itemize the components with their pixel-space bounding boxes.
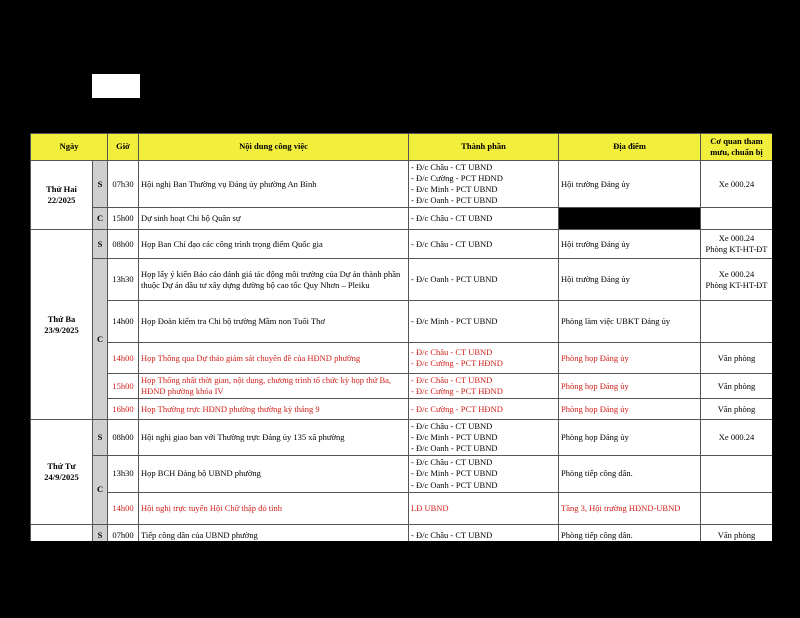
- place-cell: Phòng họp Đảng ủy: [559, 399, 701, 420]
- day-date: 23/9/2025: [44, 324, 79, 335]
- content-cell: Họp Thường trực HĐND phường thường kỳ tháng 9: [139, 399, 409, 420]
- agency-cell: [701, 208, 772, 230]
- time-cell: 15h00: [108, 208, 139, 230]
- member: - Đ/c Cường - PCT HĐND: [411, 173, 503, 184]
- time-cell: 08h00: [108, 230, 139, 259]
- redacted-box: [92, 74, 140, 98]
- table-row: [31, 374, 773, 399]
- content-cell: Họp BCH Đảng bộ UBND phường: [139, 456, 409, 492]
- day-name: Thứ Tư: [47, 460, 76, 471]
- agency-cell: Xe 000.24: [701, 161, 772, 208]
- content-cell: Họp lấy ý kiến Báo cáo đánh giá tác động môi trường của Dự án thành phần thuộc Dự án đầu tư xây dựng đường bộ cao tốc Quy Nhơn – Pleiku: [139, 259, 409, 301]
- table-row: [31, 208, 773, 230]
- member: - Đ/c Châu - CT UBND: [411, 421, 493, 432]
- session-label: C: [93, 456, 108, 524]
- agency-cell: [701, 259, 772, 301]
- member: - Đ/c Oanh - PCT UBND: [411, 479, 498, 490]
- day-name: Thứ Hai: [46, 184, 77, 195]
- day-cell-tuesday: [31, 230, 93, 420]
- member: LĐ UBND: [411, 502, 449, 513]
- place-cell: Phòng tiếp công dân.: [559, 456, 701, 492]
- session-label: S: [93, 524, 108, 541]
- header-ngay: Ngày: [31, 134, 108, 161]
- members-cell: [409, 161, 559, 208]
- content-cell: Họp Thông qua Dự thảo giám sát chuyên đề của HĐND phường: [139, 343, 409, 374]
- table-row: [31, 161, 773, 208]
- members-cell: [409, 524, 559, 541]
- members-cell: [409, 259, 559, 301]
- session-label: C: [93, 208, 108, 230]
- header-thanh-phan: Thành phần: [409, 134, 559, 161]
- place-cell: Phòng họp Đảng ủy: [559, 343, 701, 374]
- table-row: [31, 492, 773, 524]
- member: - Đ/c Minh - PCT UBND: [411, 432, 498, 443]
- members-cell: [409, 208, 559, 230]
- members-cell: [409, 374, 559, 399]
- member: - Đ/c Cường - PCT HĐND: [411, 403, 503, 414]
- table-row: [31, 399, 773, 420]
- members-cell: [409, 492, 559, 524]
- member: - Đ/c Châu - CT UBND: [411, 529, 493, 540]
- member: - Đ/c Châu - CT UBND: [411, 347, 493, 358]
- table-row: [31, 301, 773, 343]
- member: - Đ/c Châu - CT UBND: [411, 375, 493, 386]
- place-cell: Hội trường Đảng ủy: [559, 230, 701, 259]
- session-label: S: [93, 420, 108, 456]
- agency-cell: Xe 000.24: [701, 420, 772, 456]
- day-cell-monday: [31, 161, 93, 230]
- place-cell: Hội trường Đảng ủy: [559, 259, 701, 301]
- agency-line: Xe 000.24: [718, 233, 755, 244]
- time-cell: 14h00: [108, 343, 139, 374]
- header-co-quan: Cơ quan tham mưu, chuẩn bị: [701, 134, 772, 161]
- header-dia-diem: Địa điểm: [559, 134, 701, 161]
- place-cell: Phòng họp Đảng ủy: [559, 374, 701, 399]
- place-cell: Tầng 3, Hội trường HĐND-UBND: [559, 492, 701, 524]
- member: - Đ/c Minh - PCT UBND: [411, 316, 498, 327]
- agency-cell: [701, 456, 772, 492]
- day-cell-wednesday: [31, 420, 93, 524]
- member: - Đ/c Châu - CT UBND: [411, 162, 493, 172]
- members-cell: [409, 301, 559, 343]
- table-row: [31, 259, 773, 301]
- time-cell: 13h30: [108, 259, 139, 301]
- table-row: [31, 230, 773, 259]
- header-gio: Giờ: [108, 134, 139, 161]
- agency-cell: Văn phòng: [701, 399, 772, 420]
- table-row: [31, 456, 773, 492]
- member: - Đ/c Oanh - PCT UBND: [411, 274, 498, 285]
- members-cell: [409, 456, 559, 492]
- session-label: S: [93, 230, 108, 259]
- place-cell: Hội trường Đảng ủy: [559, 161, 701, 208]
- member: - Đ/c Oanh - PCT UBND: [411, 443, 498, 454]
- member: - Đ/c Châu - CT UBND: [411, 238, 493, 249]
- time-cell: 07h30: [108, 161, 139, 208]
- content-cell: Dự sinh hoạt Chi bộ Quân sự: [139, 208, 409, 230]
- member: - Đ/c Oanh - PCT UBND: [411, 195, 498, 206]
- members-cell: [409, 399, 559, 420]
- redacted-place-cell: [559, 208, 701, 230]
- agency-cell: [701, 492, 772, 524]
- header-row: [31, 134, 773, 161]
- schedule-table: [30, 133, 772, 541]
- member: - Đ/c Cường - PCT HĐND: [411, 386, 503, 397]
- agency-cell: Văn phòng: [701, 343, 772, 374]
- member: - Đ/c Minh - PCT UBND: [411, 184, 498, 195]
- content-cell: Hội nghị giao ban với Thường trực Đảng ủy 135 xã phường: [139, 420, 409, 456]
- members-cell: [409, 420, 559, 456]
- content-cell: Họp Ban Chỉ đạo các công trình trọng điểm Quốc gia: [139, 230, 409, 259]
- member: - Đ/c Minh - PCT UBND: [411, 468, 498, 479]
- time-cell: 14h00: [108, 301, 139, 343]
- session-label: S: [93, 161, 108, 208]
- member: - Đ/c Châu - CT UBND: [411, 457, 493, 468]
- table-row: [31, 343, 773, 374]
- agency-line: Phòng KT-HT-ĐT: [705, 244, 768, 255]
- agency-cell: [701, 230, 772, 259]
- content-cell: Hội nghị trực tuyến Hội Chữ thập đỏ tỉnh: [139, 492, 409, 524]
- content-cell: Tiếp công dân của UBND phường: [139, 524, 409, 541]
- day-date: 22/2025: [47, 195, 76, 206]
- member: - Đ/c Châu - CT UBND: [411, 213, 493, 224]
- place-cell: Phòng làm việc UBKT Đảng ủy: [559, 301, 701, 343]
- time-cell: 13h30: [108, 456, 139, 492]
- table-row: [31, 524, 773, 541]
- time-cell: 16h00: [108, 399, 139, 420]
- members-cell: [409, 230, 559, 259]
- time-cell: 07h00: [108, 524, 139, 541]
- agency-cell: Văn phòng: [701, 374, 772, 399]
- day-name: Thứ Ba: [47, 313, 76, 324]
- day-cell-thursday: [31, 524, 93, 541]
- content-cell: Họp Đoàn kiểm tra Chi bộ trường Mầm non Tuổi Thơ: [139, 301, 409, 343]
- table-row: [31, 420, 773, 456]
- agency-line: Xe 000.24: [718, 268, 755, 279]
- agency-cell: Văn phòng: [701, 524, 772, 541]
- day-date: 24/9/2025: [44, 471, 79, 482]
- member: - Đ/c Cường - PCT HĐND: [411, 358, 503, 369]
- schedule-page: [30, 133, 772, 541]
- time-cell: 14h00: [108, 492, 139, 524]
- session-label: C: [93, 259, 108, 420]
- place-cell: Phòng họp Đảng ủy: [559, 420, 701, 456]
- agency-line: Phòng KT-HT-ĐT: [705, 279, 768, 290]
- content-cell: Họp Thống nhất thời gian, nội dung, chương trình tổ chức kỳ họp thứ Ba, HĐND phường khóa IV: [139, 374, 409, 399]
- time-cell: 08h00: [108, 420, 139, 456]
- place-cell: Phòng tiếp công dân.: [559, 524, 701, 541]
- content-cell: Hội nghị Ban Thường vụ Đảng ủy phường An Bình: [139, 161, 409, 208]
- members-cell: [409, 343, 559, 374]
- header-noi-dung: Nội dung công việc: [139, 134, 409, 161]
- agency-cell: [701, 301, 772, 343]
- time-cell: 15h00: [108, 374, 139, 399]
